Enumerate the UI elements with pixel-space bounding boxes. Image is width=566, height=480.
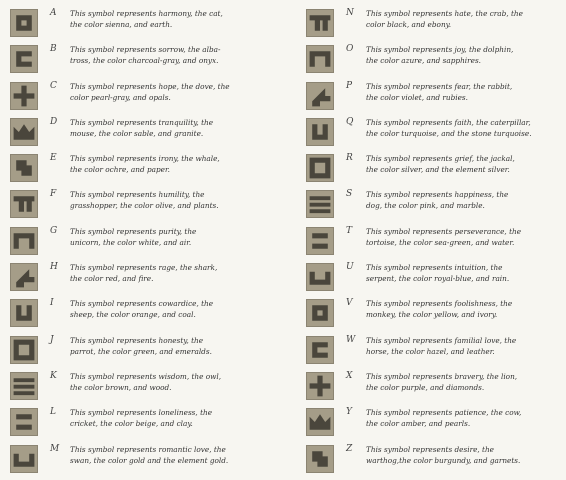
symbol-entry-o [306, 42, 566, 78]
description-line-1: This symbol represents humility, the [70, 190, 205, 200]
symbol-entry-c [10, 79, 280, 115]
symbol-letter: Z [346, 443, 353, 454]
symbol-entry-y [306, 405, 566, 441]
description-line-1: This symbol represents intuition, the [366, 263, 503, 273]
symbol-letter: F [50, 189, 57, 200]
spiral-glyph-icon [306, 82, 334, 110]
shell-glyph-icon [306, 227, 334, 255]
symbol-entry-d [10, 115, 280, 151]
pincer-glyph-icon [306, 9, 334, 37]
symbol-letter: M [50, 443, 60, 454]
description-line-2: unicorn, the color white, and air. [70, 237, 192, 247]
description-line-1: This symbol represents sorrow, the alba- [70, 45, 221, 55]
symbol-description [366, 117, 564, 139]
symbol-entry-a [10, 6, 280, 42]
frame-glyph-icon [10, 336, 38, 364]
description-line-1: This symbol represents cowardice, the [70, 299, 214, 309]
description-line-1: This symbol represents wisdom, the owl, [70, 371, 222, 381]
description-line-1: This symbol represents hope, the dove, the [70, 81, 230, 91]
hook-glyph-icon [306, 299, 334, 327]
description-line-1: This symbol represents romantic love, the [70, 444, 226, 454]
description-line-2: the color purple, and diamonds. [366, 382, 485, 392]
symbol-description [70, 335, 268, 357]
symbol-description [70, 444, 268, 466]
symbol-description [70, 117, 268, 139]
symbol-entry-m [10, 442, 280, 478]
cup-glyph-icon [10, 299, 38, 327]
symbol-letter: A [50, 8, 57, 18]
description-line-2: the color sienna, and earth. [70, 20, 173, 29]
symbol-letter: T [346, 225, 353, 236]
symbol-entry-i [10, 296, 280, 332]
steps-glyph-icon [306, 118, 334, 146]
left-column [10, 6, 280, 478]
right-column [306, 6, 566, 478]
zigzag-glyph-icon [10, 408, 38, 436]
symbol-letter: L [50, 407, 56, 418]
symbol-description [70, 8, 268, 30]
symbol-entry-s [306, 187, 566, 223]
symbol-entry-j [10, 333, 280, 369]
description-line-2: tross, the color charcoal-gray, and onyx. [70, 56, 219, 66]
serpent-glyph-icon [306, 263, 334, 291]
symbol-description [366, 189, 564, 211]
gate-glyph-icon [10, 227, 38, 255]
temple-glyph-icon [306, 45, 334, 73]
description-line-2: color black, and ebony. [366, 20, 452, 29]
symbol-letter: Y [346, 407, 352, 418]
symbol-entry-u [306, 260, 566, 296]
symbol-description [70, 44, 268, 66]
symbol-letter: P [346, 80, 353, 91]
description-line-1: This symbol represents desire, the [366, 444, 494, 454]
description-line-1: This symbol represents fear, the rabbit, [366, 81, 513, 91]
symbol-description [366, 444, 564, 466]
description-line-2: the color red, and fire. [70, 274, 154, 284]
description-line-1: This symbol represents loneliness, the [70, 408, 213, 418]
symbol-description [366, 262, 564, 284]
description-line-2: the color amber, and pearls. [366, 419, 471, 429]
symbol-description [70, 189, 268, 211]
description-line-1: This symbol represents grief, the jackal, [366, 154, 515, 164]
stripes-glyph-icon [10, 372, 38, 400]
symbol-letter: S [346, 189, 353, 200]
symbol-entry-q [306, 115, 566, 151]
description-line-2: swan, the color gold and the element gold. [70, 455, 229, 465]
branch-glyph-icon [306, 154, 334, 182]
description-line-1: This symbol represents honesty, the [70, 335, 204, 345]
symbol-entry-b [10, 42, 280, 78]
symbol-entry-w [306, 333, 566, 369]
description-line-1: This symbol represents tranquility, the [70, 117, 214, 127]
description-line-2: the color silver, and the element silver. [366, 165, 510, 175]
description-line-1: This symbol represents faith, the caterpillar, [366, 117, 531, 127]
symbol-letter: O [346, 44, 354, 55]
symbol-description [366, 81, 564, 103]
description-line-2: the color brown, and wood. [70, 382, 172, 392]
symbol-description [70, 262, 268, 284]
symbol-letter: C [50, 80, 57, 91]
symbol-description [70, 153, 268, 175]
symbol-letter: I [50, 298, 54, 309]
symbol-entry-x [306, 369, 566, 405]
description-line-2: dog, the color pink, and marble. [366, 201, 485, 211]
symbol-description [366, 153, 564, 175]
symbol-entry-h [10, 260, 280, 296]
symbol-description [366, 371, 564, 393]
symbol-entry-g [10, 224, 280, 260]
symbol-entry-p [306, 79, 566, 115]
arrow-glyph-icon [10, 263, 38, 291]
description-line-2: monkey, the color yellow, and ivory. [366, 310, 498, 320]
square-in-square-glyph-icon [10, 9, 38, 37]
comb-glyph-icon [10, 190, 38, 218]
description-line-2: grasshopper, the color olive, and plants. [70, 201, 219, 211]
mane-glyph-icon [306, 372, 334, 400]
wave-glyph-icon [10, 154, 38, 182]
cross-glyph-icon [10, 82, 38, 110]
symbol-entry-e [10, 151, 280, 187]
description-line-1: This symbol represents joy, the dolphin, [366, 45, 514, 55]
symbol-description [366, 335, 564, 357]
symbol-letter: K [50, 370, 57, 381]
description-line-1: This symbol represents familial love, the [366, 335, 517, 345]
symbol-entry-l [10, 405, 280, 441]
bars-glyph-icon [306, 336, 334, 364]
symbol-entry-t [306, 224, 566, 260]
description-line-2: color pearl-gray, and opals. [70, 92, 171, 102]
symbol-description [70, 226, 268, 248]
description-line-1: This symbol represents foolishness, the [366, 299, 513, 309]
description-line-2: the color turquoise, and the stone turquoise. [366, 128, 532, 138]
symbol-letter: E [50, 153, 57, 164]
symbol-description [366, 407, 564, 429]
symbol-entry-f [10, 187, 280, 223]
symbol-letter: D [50, 116, 58, 127]
symbol-letter: X [346, 370, 353, 381]
symbol-letter: N [346, 8, 354, 18]
symbol-description [70, 371, 268, 393]
symbol-letter: G [50, 225, 58, 236]
description-line-1: This symbol represents purity, the [70, 226, 197, 236]
banner-glyph-icon [306, 190, 334, 218]
symbol-entry-k [10, 369, 280, 405]
symbol-letter: V [346, 298, 353, 309]
description-line-2: serpent, the color royal-blue, and rain. [366, 274, 510, 284]
description-line-2: parrot, the color green, and emeralds. [70, 346, 212, 356]
symbol-letter: U [346, 262, 354, 273]
crown-glyph-icon [10, 118, 38, 146]
description-line-2: horse, the color hazel, and leather. [366, 346, 495, 356]
description-line-1: This symbol represents bravery, the lion, [366, 371, 518, 381]
description-line-1: This symbol represents perseverance, the [366, 226, 522, 236]
symbol-description [70, 81, 268, 103]
symbol-letter: R [346, 153, 353, 164]
symbol-description [366, 298, 564, 320]
description-line-1: This symbol represents happiness, the [366, 190, 509, 200]
symbol-letter: W [346, 334, 356, 345]
horn-glyph-icon [306, 408, 334, 436]
symbol-entry-n [306, 6, 566, 42]
symbol-description [70, 298, 268, 320]
description-line-2: mouse, the color sable, and granite. [70, 128, 204, 138]
bowl-glyph-icon [10, 445, 38, 473]
description-line-2: the color ochre, and paper. [70, 165, 170, 175]
symbol-entry-r [306, 151, 566, 187]
description-line-1: This symbol represents irony, the whale, [70, 154, 220, 164]
description-line-2: tortoise, the color sea-green, and water. [366, 237, 515, 247]
symbol-description [366, 226, 564, 248]
description-line-1: This symbol represents patience, the cow, [366, 408, 522, 418]
description-line-2: the color azure, and sapphires. [366, 56, 482, 66]
symbol-entry-v [306, 296, 566, 332]
symbol-letter: B [50, 44, 57, 55]
description-line-1: This symbol represents harmony, the cat, [70, 9, 223, 18]
symbol-letter: J [50, 334, 54, 345]
description-line-2: cricket, the color beige, and clay. [70, 419, 193, 429]
symbol-letter: Q [346, 116, 354, 127]
symbol-entry-z [306, 442, 566, 478]
description-line-1: This symbol represents rage, the shark, [70, 263, 218, 273]
symbol-description [366, 8, 564, 30]
description-line-2: warthog,the color burgundy, and garnets. [366, 455, 521, 465]
symbol-letter: H [50, 262, 58, 273]
description-line-2: the color violet, and rubies. [366, 92, 468, 102]
symbol-description [366, 44, 564, 66]
description-line-2: sheep, the color orange, and coal. [70, 310, 196, 320]
description-line-1: This symbol represents hate, the crab, the [366, 9, 523, 18]
bracket-glyph-icon [10, 45, 38, 73]
tusk-glyph-icon [306, 445, 334, 473]
symbol-description [70, 407, 268, 429]
